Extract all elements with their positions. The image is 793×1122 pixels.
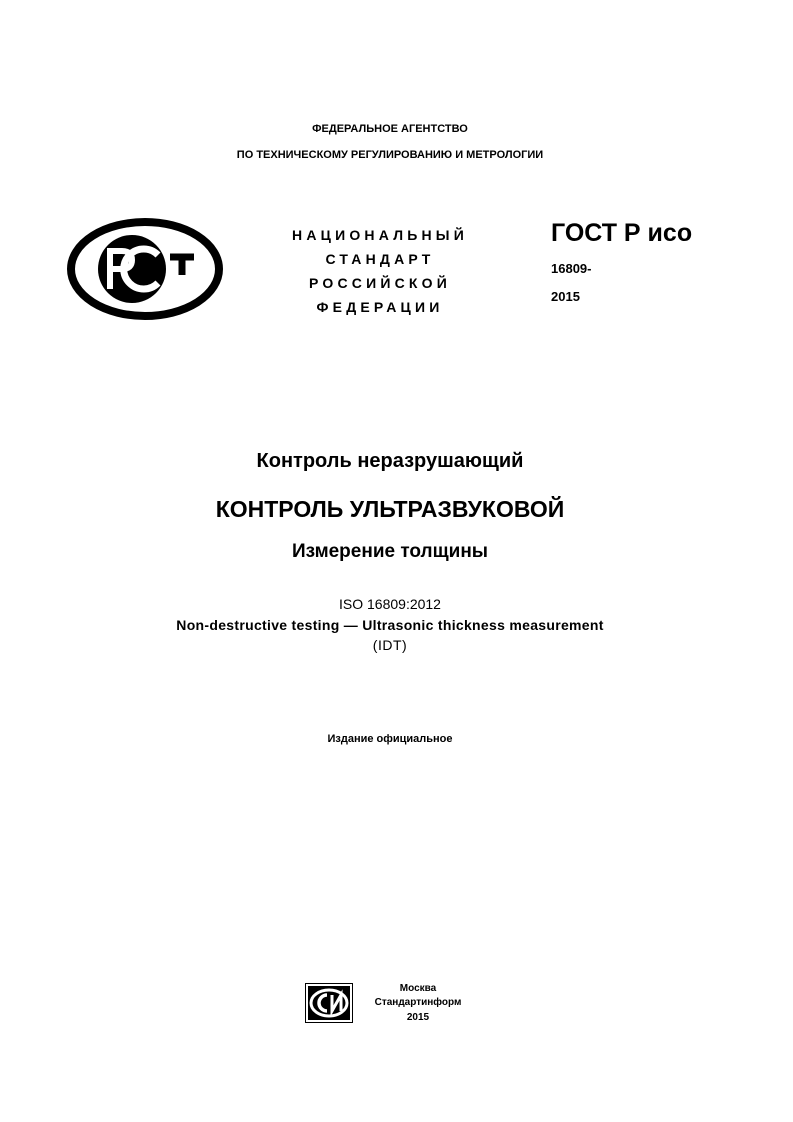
iso-title: Non-destructive testing — Ultrasonic thickness measurement — [176, 617, 604, 633]
iso-number: ISO 16809:2012 — [339, 596, 441, 612]
publisher-city: Москва — [399, 983, 437, 994]
edition-label: Издание официальное — [327, 733, 453, 745]
standard-type-line3: РОССИЙСКОЙ — [309, 275, 451, 291]
iso-degree: (IDT) — [372, 637, 408, 653]
agency-name-line1: ФЕДЕРАЛЬНОЕ АГЕНТСТВО — [312, 123, 468, 135]
rst-emblem-icon — [66, 217, 224, 321]
standard-type-line1: НАЦИОНАЛЬНЫЙ — [292, 227, 468, 243]
gost-number: 16809- — [551, 261, 592, 276]
standartinform-logo-icon — [305, 983, 353, 1023]
standard-type-line4: ФЕДЕРАЦИИ — [316, 299, 444, 315]
document-title-line3: Измерение толщины — [291, 541, 489, 562]
agency-name-line2: ПО ТЕХНИЧЕСКОМУ РЕГУЛИРОВАНИЮ И МЕТРОЛОГИИ — [236, 149, 544, 161]
standard-type-line2: СТАНДАРТ — [325, 251, 435, 267]
gost-year: 2015 — [551, 289, 580, 304]
publisher-year: 2015 — [406, 1012, 430, 1023]
document-title-line2: КОНТРОЛЬ УЛЬТРАЗВУКОВОЙ — [215, 496, 565, 522]
document-title-line1: Контроль неразрушающий — [256, 450, 524, 472]
publisher-name: Стандартинформ — [374, 997, 462, 1008]
gost-designation: ГОСТ Р исо — [551, 219, 693, 247]
